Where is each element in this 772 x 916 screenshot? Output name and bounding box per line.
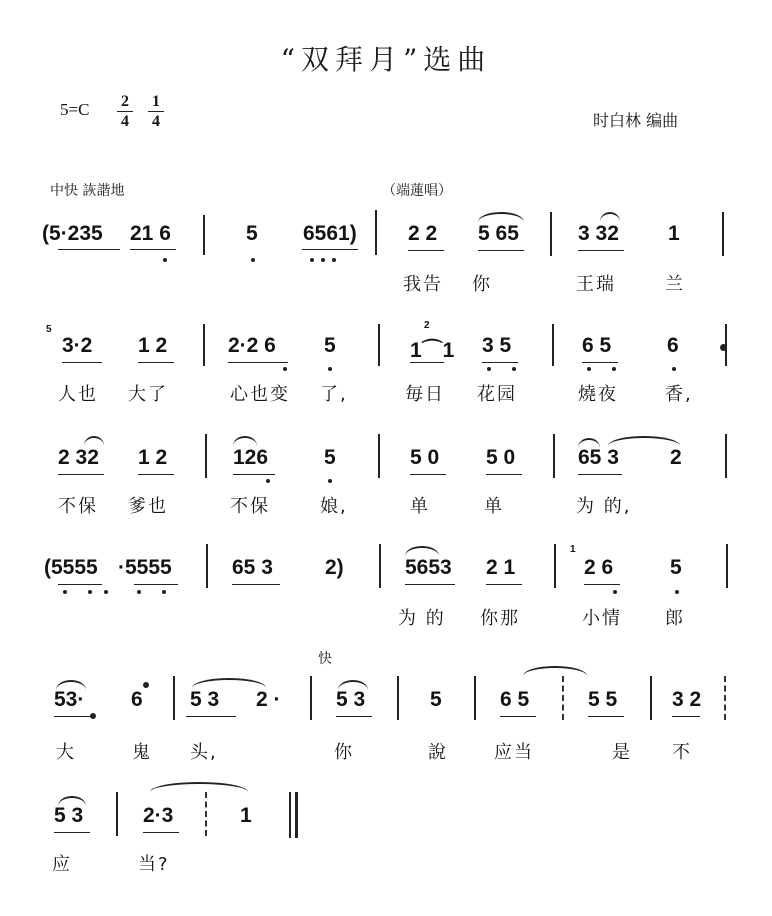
lyric: 为 的 (398, 608, 446, 629)
note-group: 1 2 (138, 334, 168, 357)
low-octave-dot (613, 590, 617, 594)
note-group: (5555 (44, 556, 98, 579)
tie (523, 666, 587, 676)
lyric: 人也 (58, 384, 98, 405)
barline (550, 212, 552, 256)
underline (54, 832, 90, 833)
tempo-marking: 中快 詼諧地 (50, 183, 125, 199)
barline (397, 676, 399, 720)
lyric: 郎 (665, 608, 685, 629)
barline (378, 434, 380, 478)
low-octave-dot (512, 367, 516, 371)
underline (58, 474, 104, 475)
low-octave-dot (487, 367, 491, 371)
lyric: 单 (484, 496, 504, 517)
grace-note: 1 (570, 544, 576, 555)
lyric: 大 (56, 742, 76, 763)
note-group: 2 · (256, 688, 281, 711)
barline (206, 544, 208, 588)
low-octave-dot (328, 367, 332, 371)
lyric: 香, (665, 384, 693, 405)
low-octave-dot (162, 590, 166, 594)
barline (116, 792, 118, 836)
underline (58, 249, 120, 250)
note-group: 126 (233, 446, 269, 469)
underline (138, 474, 174, 475)
barline (173, 676, 175, 720)
note-group: 2 32 (58, 446, 99, 469)
dashed-barline (562, 676, 564, 720)
song-title: “双拜月”选曲 (280, 43, 492, 76)
barline (379, 544, 381, 588)
lyric: 爹也 (128, 496, 168, 517)
underline (578, 474, 622, 475)
low-octave-dot (251, 258, 255, 262)
time-signature-1-4 (148, 93, 164, 130)
barline (725, 434, 727, 478)
underline (408, 250, 444, 251)
final-barline-thick (295, 792, 298, 838)
note-group: (5·235 (42, 222, 103, 245)
lyric: 鬼 (132, 742, 152, 763)
underline (233, 474, 275, 475)
slur (233, 436, 257, 446)
lyric: 了, (320, 384, 348, 405)
low-octave-dot (90, 713, 96, 719)
slur (58, 796, 86, 806)
lyric: 为 的, (576, 496, 632, 517)
time-sig-top: 1 (152, 93, 160, 110)
underline (405, 584, 455, 585)
final-barline-thin (289, 792, 291, 838)
low-octave-dot (332, 258, 336, 262)
slur (84, 436, 104, 446)
note-group: 2 2 (408, 222, 438, 245)
underline (232, 584, 280, 585)
underline (143, 832, 179, 833)
low-octave-dot (587, 367, 591, 371)
lyric: 王瑞 (576, 274, 616, 295)
lyric: 花园 (477, 384, 517, 405)
high-octave-dot (143, 682, 149, 688)
note-group: 5 3 (336, 688, 366, 711)
time-sig-top: 2 (121, 93, 129, 110)
note-group: 5 (430, 688, 442, 711)
low-octave-dot (321, 258, 325, 262)
note-group: 1⌒1 (410, 339, 455, 362)
barline (474, 676, 476, 720)
slur (56, 680, 86, 690)
note-group: 6561) (303, 222, 357, 245)
barline (378, 324, 380, 366)
slur (478, 212, 524, 222)
lyric: 說 (428, 742, 448, 763)
barline (552, 324, 554, 366)
low-octave-dot (104, 590, 108, 594)
slur (338, 680, 368, 690)
lyric: 不保 (230, 496, 270, 517)
lyric: 我告 (403, 274, 443, 295)
lyric: 你 (334, 742, 354, 763)
slur (405, 546, 439, 556)
note-group: 2 1 (486, 556, 516, 579)
lyric: 小情 (582, 608, 622, 629)
underline (486, 474, 522, 475)
low-octave-dot (266, 479, 270, 483)
slur (578, 438, 600, 448)
underline (584, 584, 620, 585)
note-group: 6 5 (582, 334, 612, 357)
lyric: 毎日 (405, 384, 445, 405)
low-octave-dot (88, 590, 92, 594)
underline (578, 250, 624, 251)
lyric: 应 (52, 854, 72, 875)
note-group: 2·3 (143, 804, 174, 827)
underline (130, 249, 176, 250)
note-group: 3 2 (672, 688, 702, 711)
barline (726, 544, 728, 588)
tie (150, 782, 248, 792)
lyric: 你 (472, 274, 492, 295)
tie (192, 678, 266, 688)
lyric: 你那 (480, 608, 520, 629)
time-signature-2-4 (117, 93, 133, 130)
underline (500, 716, 536, 717)
note-group: 5 (246, 222, 258, 245)
low-octave-dot (672, 367, 676, 371)
note-group: 5 3 (54, 804, 84, 827)
note-group: 5 0 (410, 446, 440, 469)
lyric: 单 (410, 496, 430, 517)
low-octave-dot (612, 367, 616, 371)
key-signature: 5=C (60, 100, 90, 119)
slur (600, 212, 620, 222)
lyric: 大了 (128, 384, 168, 405)
barline (205, 434, 207, 478)
singer-annotation: （端蓮唱） (382, 183, 452, 199)
lyric: 应当 (494, 742, 534, 763)
underline (588, 716, 624, 717)
note-group: 2 6 (584, 556, 614, 579)
note-group: 6 5 (500, 688, 530, 711)
underline (410, 474, 446, 475)
lyric: 是 (612, 742, 632, 763)
note-group: 5653 (405, 556, 452, 579)
note-group: ·5555 (118, 556, 172, 579)
underline (228, 362, 288, 363)
grace-note: 5 (46, 324, 52, 335)
underline (410, 362, 444, 363)
note-group: 6 (667, 334, 679, 357)
note-group: 3 5 (482, 334, 512, 357)
underline (186, 716, 236, 717)
note-group: 53· (54, 688, 85, 711)
note-group: 1 (240, 804, 252, 827)
lyric: 当? (138, 854, 170, 875)
lyric: 不 (672, 742, 692, 763)
lyric: 兰 (665, 274, 685, 295)
note-group: 5 (324, 446, 336, 469)
note-group: 5 3 (190, 688, 220, 711)
tempo-fast-marking: 快 (318, 651, 332, 667)
underline (486, 584, 522, 585)
note-group: 21 6 (130, 222, 171, 245)
barline (722, 212, 724, 256)
low-octave-dot (63, 590, 67, 594)
underline (478, 250, 524, 251)
ink-mark (720, 344, 727, 351)
barline (203, 215, 205, 255)
composer-credit: 时白林 编曲 (593, 111, 679, 130)
note-group: 6 (131, 688, 143, 711)
note-group: 2 (670, 446, 682, 469)
underline (138, 362, 174, 363)
note-group: 2·2 6 (228, 334, 276, 357)
underline (672, 716, 700, 717)
note-group: 65 3 (578, 446, 619, 469)
lyric: 不保 (58, 496, 98, 517)
barline (310, 676, 312, 720)
note-group: 3·2 (62, 334, 93, 357)
lyric: 心也变 (230, 384, 290, 405)
underline (302, 249, 358, 250)
low-octave-dot (328, 479, 332, 483)
dashed-barline (205, 792, 207, 836)
lyric: 头, (190, 742, 218, 763)
dashed-barline (724, 676, 726, 720)
barline (203, 324, 205, 366)
note-group: 5 (670, 556, 682, 579)
underline (582, 362, 618, 363)
lyric: 燒夜 (578, 384, 618, 405)
note-group: 3 32 (578, 222, 619, 245)
underline (54, 716, 92, 717)
low-octave-dot (137, 590, 141, 594)
barline (650, 676, 652, 720)
underline (482, 362, 518, 363)
underline (62, 362, 102, 363)
underline (58, 584, 102, 585)
time-sig-bottom: 4 (152, 113, 160, 130)
low-octave-dot (675, 590, 679, 594)
low-octave-dot (310, 258, 314, 262)
note-group: 1 (668, 222, 680, 245)
note-group: 5 0 (486, 446, 516, 469)
note-group: 5 5 (588, 688, 618, 711)
low-octave-dot (283, 367, 287, 371)
note-group: 5 (324, 334, 336, 357)
note-group: 1 2 (138, 446, 168, 469)
note-group: 65 3 (232, 556, 273, 579)
underline (336, 716, 372, 717)
barline (553, 434, 555, 478)
barline (375, 210, 377, 255)
low-octave-dot (163, 258, 167, 262)
note-group: 2) (325, 556, 344, 579)
tie (608, 436, 680, 446)
time-sig-bottom: 4 (121, 113, 129, 130)
note-group: 5 65 (478, 222, 519, 245)
lyric: 娘, (320, 496, 348, 517)
underline (134, 584, 178, 585)
grace-note: 2 (424, 320, 430, 331)
barline (554, 544, 556, 588)
